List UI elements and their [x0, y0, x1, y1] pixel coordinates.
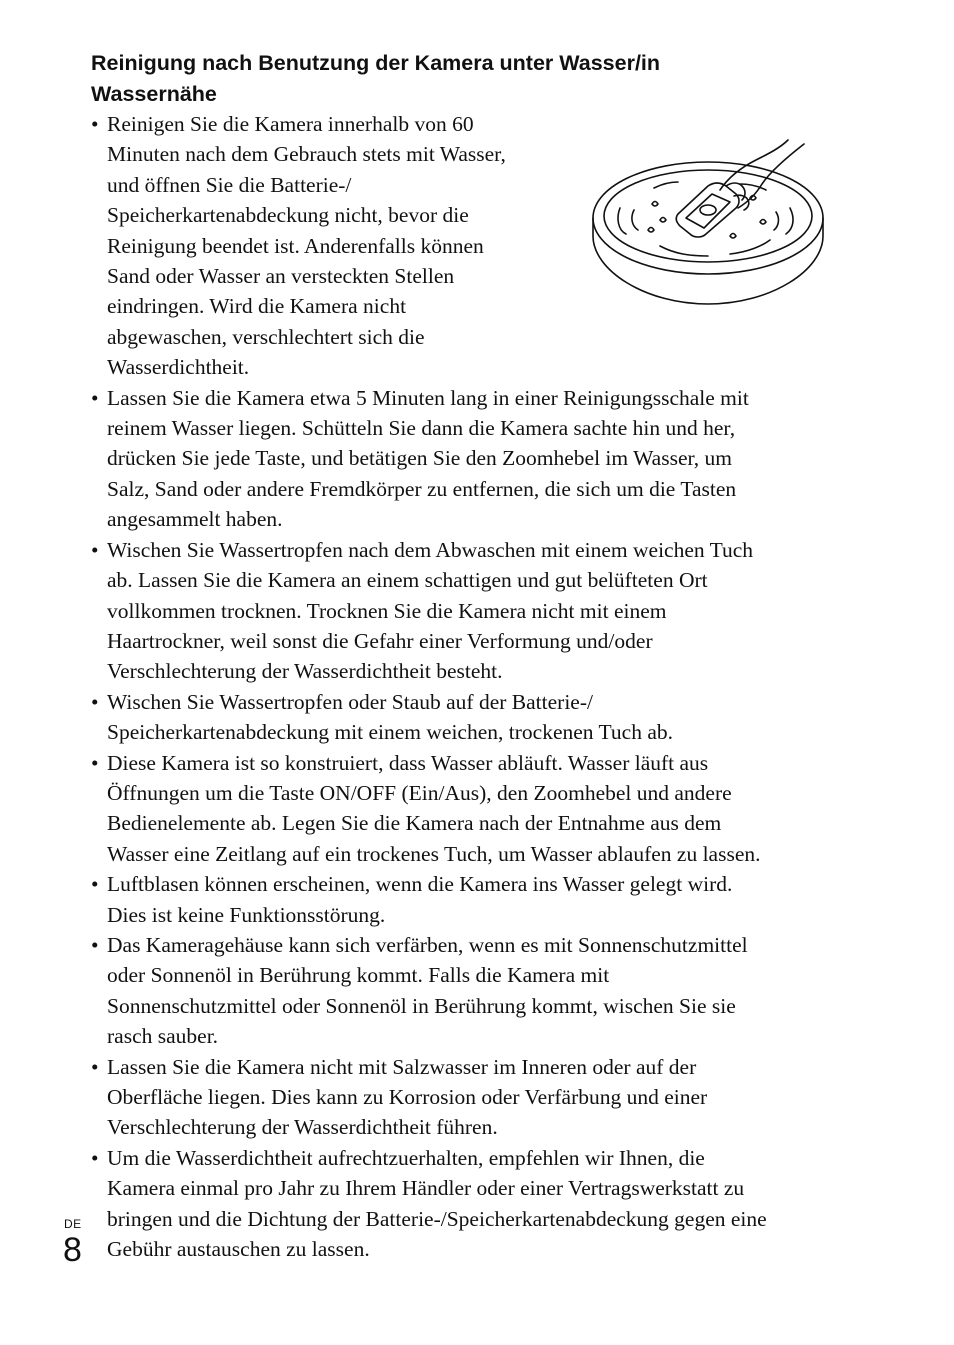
- list-item-line: Diese Kamera ist so konstruiert, dass Wasser abläuft. Wasser läuft aus: [107, 750, 709, 775]
- list-item-line: Lassen Sie die Kamera etwa 5 Minuten lang in einer Reinigungsschale mit: [107, 385, 749, 410]
- bullet-icon: •: [91, 112, 99, 136]
- bullet-icon: •: [91, 1145, 99, 1170]
- page-number: 8: [63, 1231, 82, 1269]
- list-item: [91, 383, 851, 535]
- list-item-line: Speicherkartenabdeckung nicht, bevor die: [107, 203, 469, 228]
- list-item-line: Verschlechterung der Wasserdichtheit führen.: [107, 1115, 498, 1140]
- list-item-line: Sonnenschutzmittel oder Sonnenöl in Berührung kommt, wischen Sie sie: [107, 993, 736, 1018]
- bullet-icon: •: [91, 1054, 99, 1079]
- bullet-icon: •: [91, 932, 99, 957]
- list-item-line: Wasser eine Zeitlang auf ein trockenes Tuch, um Wasser ablaufen zu lassen.: [107, 841, 761, 866]
- list-item-line: Wischen Sie Wassertropfen nach dem Abwaschen mit einem weichen Tuch: [107, 537, 754, 562]
- list-item-line: Wasserdichtheit.: [107, 355, 250, 380]
- list-item-line: Kamera einmal pro Jahr zu Ihrem Händler oder einer Vertragswerkstatt zu: [107, 1176, 745, 1201]
- section-heading-line: Wassernähe: [91, 81, 217, 106]
- list-item-line: angesammelt haben.: [107, 507, 283, 532]
- list-item-line: ab. Lassen Sie die Kamera an einem schattigen und gut belüfteten Ort: [107, 568, 708, 593]
- list-item: [91, 869, 851, 930]
- list-item-line: vollkommen trocknen. Trocknen Sie die Kamera nicht mit einem: [107, 598, 667, 623]
- list-item-line: Luftblasen können erscheinen, wenn die Kamera ins Wasser gelegt wird.: [107, 872, 733, 897]
- list-item-line: Sand oder Wasser an versteckten Stellen: [107, 264, 455, 289]
- list-item-line: abgewaschen, verschlechtert sich die: [107, 324, 425, 349]
- bullet-icon: •: [91, 689, 99, 714]
- list-item-line: Wischen Sie Wassertropfen oder Staub auf der Batterie-/: [107, 689, 593, 714]
- list-item: [91, 535, 851, 687]
- list-item: [91, 930, 851, 1052]
- list-item-line: drücken Sie jede Taste, und betätigen Sie den Zoomhebel im Wasser, um: [107, 446, 733, 471]
- list-item: [91, 748, 851, 870]
- bullet-icon: •: [91, 750, 99, 775]
- list-item-line: Speicherkartenabdeckung mit einem weichen, trockenen Tuch ab.: [107, 720, 673, 745]
- list-item-line: Dies ist keine Funktionsstörung.: [107, 902, 386, 927]
- list-item-line: und öffnen Sie die Batterie-/: [107, 172, 352, 197]
- list-item-line: Haartrockner, weil sonst die Gefahr einer Verformung und/oder: [107, 628, 653, 653]
- list-item-line: Verschlechterung der Wasserdichtheit besteht.: [107, 659, 503, 684]
- list-item-line: Lassen Sie die Kamera nicht mit Salzwasser im Inneren oder auf der: [107, 1054, 697, 1079]
- list-item: [91, 687, 851, 748]
- list-item-line: reinem Wasser liegen. Schütteln Sie dann die Kamera sachte hin und her,: [107, 416, 736, 441]
- cleaning-instructions-list: [91, 109, 851, 1264]
- list-item-line: Reinigung beendet ist. Anderenfalls können: [107, 233, 484, 258]
- page-language-label: DE: [64, 1217, 82, 1231]
- list-item-line: Minuten nach dem Gebrauch stets mit Wasser,: [107, 142, 506, 167]
- bullet-icon: •: [91, 872, 99, 897]
- list-item: [91, 1143, 851, 1265]
- list-item-line: oder Sonnenöl in Berührung kommt. Falls die Kamera mit: [107, 963, 610, 988]
- list-item-line: Bedienelemente ab. Legen Sie die Kamera nach der Entnahme aus dem: [107, 811, 722, 836]
- bullet-icon: •: [91, 385, 99, 410]
- list-item-line: eindringen. Wird die Kamera nicht: [107, 294, 407, 319]
- list-item-line: Um die Wasserdichtheit aufrechtzuerhalten, empfehlen wir Ihnen, die: [107, 1145, 705, 1170]
- list-item-line: rasch sauber.: [107, 1024, 219, 1049]
- list-item-line: Reinigen Sie die Kamera innerhalb von 60: [107, 112, 474, 136]
- list-item-line: Salz, Sand oder andere Fremdkörper zu entfernen, die sich um die Tasten: [107, 476, 737, 501]
- section-heading-line: Reinigung nach Benutzung der Kamera unter Wasser/in: [91, 51, 661, 75]
- list-item-line: bringen und die Dichtung der Batterie-/Speicherkartenabdeckung gegen eine: [107, 1206, 767, 1231]
- bullet-icon: •: [91, 537, 99, 562]
- list-item: [91, 1052, 851, 1143]
- section-heading: [91, 48, 791, 109]
- list-item-line: Das Kameragehäuse kann sich verfärben, wenn es mit Sonnenschutzmittel: [107, 932, 748, 957]
- list-item-line: Öffnungen um die Taste ON/OFF (Ein/Aus), den Zoomhebel und andere: [107, 780, 732, 805]
- list-item-line: Gebühr austauschen zu lassen.: [107, 1237, 370, 1262]
- list-item: [91, 109, 851, 383]
- list-item-line: Oberfläche liegen. Dies kann zu Korrosion oder Verfärbung und einer: [107, 1085, 708, 1109]
